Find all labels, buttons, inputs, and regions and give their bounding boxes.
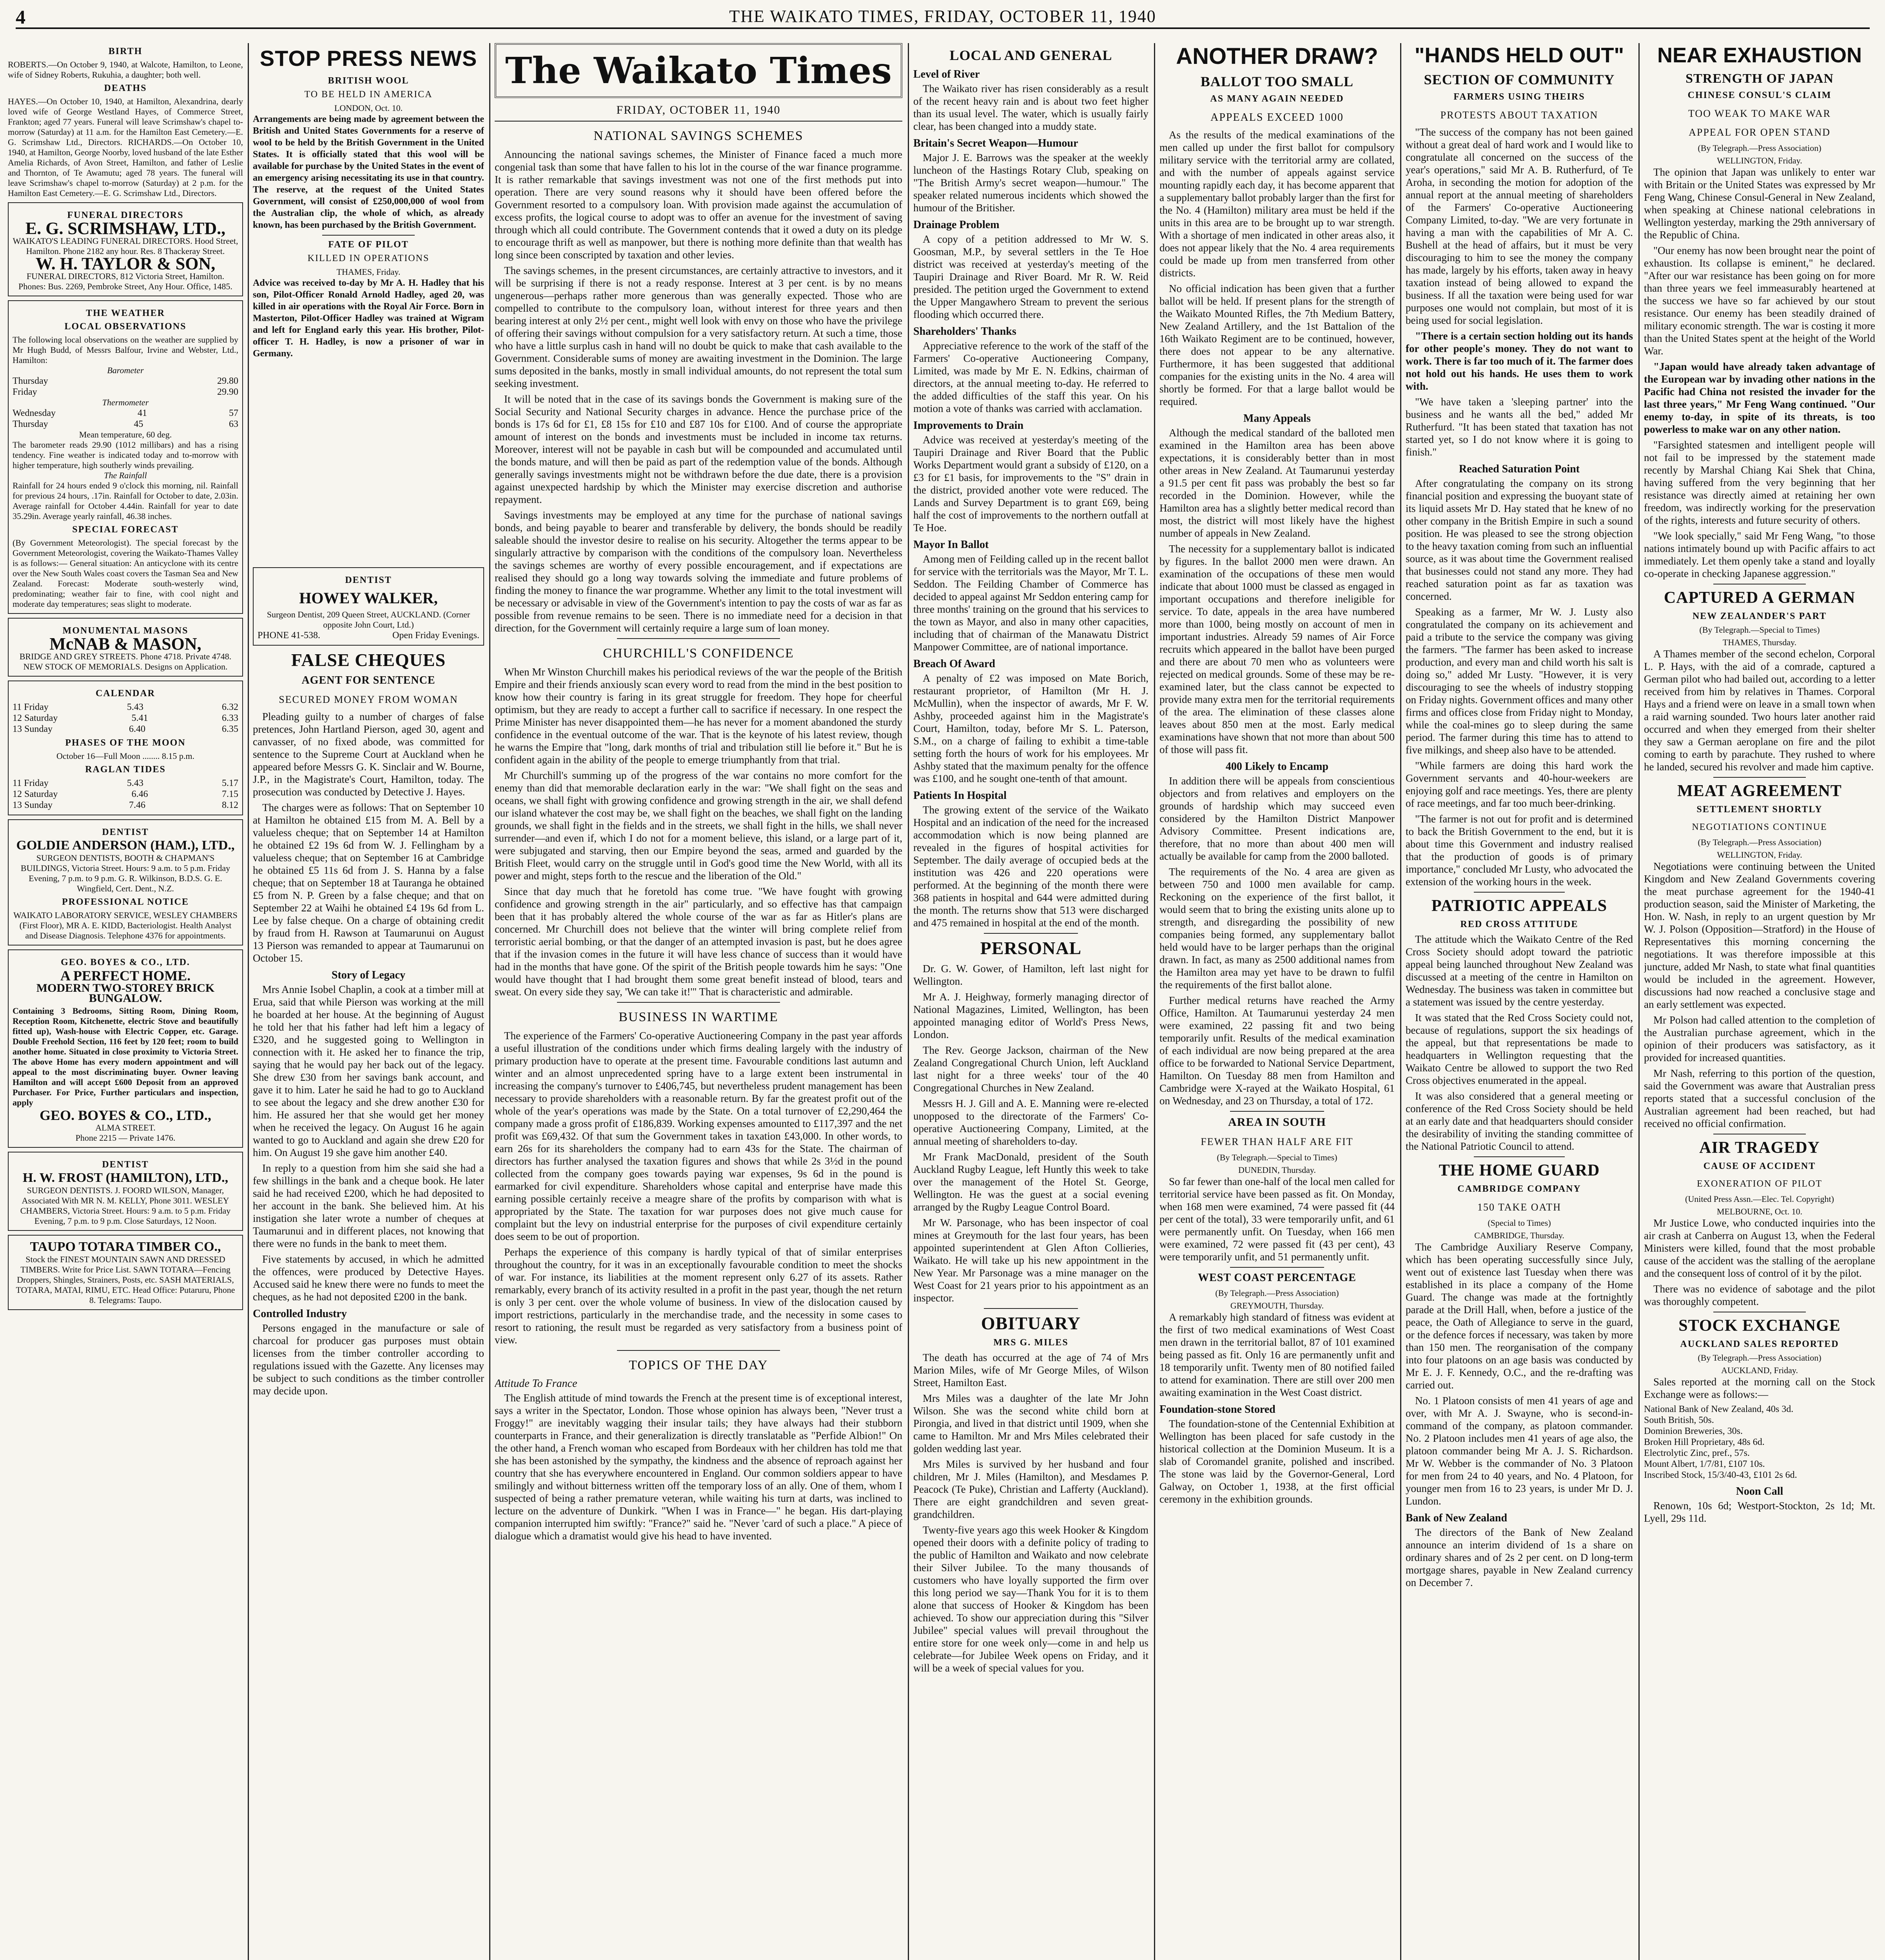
- boyes-ad-name: GEO. BOYES & CO., LTD.,: [40, 1107, 211, 1123]
- personal-heading: PERSONAL: [980, 938, 1082, 958]
- local-item-text: Among men of Feilding called up in the recent ballot for service with the territorials was the Mayor, Mr T. L. Seddon. The Feilding Chamber of Commerce has decided to appeal against Mr Seddon entering camp for three months' training on the ground that his services to the town as Mayor, and also in many other capacities, including that of chairman of the Manawatu District Manpower Committee, are of national importance.: [913, 553, 1148, 653]
- barometer-day: Thursday: [13, 376, 48, 386]
- stock-line: South British, 50s.: [1644, 1415, 1714, 1425]
- ballot-headline: ANOTHER DRAW?: [1176, 44, 1378, 69]
- exhaustion-paragraph: "Our enemy has now been brought near the point of exhaustion. Its collapse is eminent," he declared. "After our war resistance has been going on for more than three years we feel immeasurably heartened at the success we have so far achieved by our stout resistance. Our enemy has been steadily drained of military economic strength. The war is costing it more than the United States spent at the height of the World War.: [1644, 245, 1875, 357]
- sunset: 6.33: [222, 713, 238, 723]
- ballot-section-heading: Many Appeals: [1243, 412, 1311, 425]
- column-local: [913, 43, 1148, 1960]
- local-item-title: Level of River: [913, 68, 980, 80]
- goldie-ad-text: SURGEON DENTISTS, BOOTH & CHAPMAN'S BUILDINGS, Victoria Street. Hours: 9 a.m. to 5 p.m. Friday Evening, 7 p.m. to 9 p.m. G. R. Wilkinson, B.D.S. G. E. Wingfield, Cert. Dent., N.Z.: [20, 853, 230, 893]
- obituary-paragraph: Mrs Miles is survived by her husband and four children, Mr J. Miles (Hamilton), and Mesdames P. Peacock (Te Puke), Christian and Lafferty (Auckland). There are eight grandchildren and seven great-grandchildren.: [913, 1458, 1148, 1520]
- wool-heading: BRITISH WOOL: [328, 76, 409, 86]
- local-item-title: Britain's Secret Weapon—Humour: [913, 137, 1078, 149]
- guard-dateline: CAMBRIDGE, Thursday.: [1474, 1230, 1564, 1240]
- savings-heading: NATIONAL SAVINGS SCHEMES: [593, 129, 804, 143]
- taupo-ad-text: Stock the FINEST MOUNTAIN SAWN AND DRESSED TIMBERS. Write for Price List. SAWN TOTARA—Fencing Droppers, Shingles, Strainers, Posts, etc. SASH MATERIALS, TOTARA, MATAI, RIMU, ETC. Head Office: Putaruru, Phone 8. Telegrams: Taupo.: [16, 1254, 235, 1305]
- deaths-notice: HAYES.—On October 10, 1940, at Hamilton, Alexandrina, dearly loved wife of George Westland Hayes, of Commerce Street, Frankton; aged 77 years. Funeral will leave Scrimshaw's chapel to-morrow (Saturday) at 11 a.m. for the Hamilton East Cemetery.—E. G. Scrimshaw Ltd., Directors. RICHARDS.—On October 10, 1940, at Hamilton, George Noorby, loved husband of the late Esther Amelia Richards, of Avon Street, Hamilton, and father of Leslie and Thornton, of Te Awamutu; aged 78 years. The funeral will leave Scrimshaw's chapel to-morrow (Saturday) at 2 p.m. for the Hamilton East Cemetery.—E. G. Scrimshaw Ltd., Directors.: [8, 96, 243, 198]
- cheques-heading: FALSE CHEQUES: [291, 650, 446, 670]
- bank-heading: Bank of New Zealand: [1406, 1512, 1508, 1524]
- thermometer-min: 45: [134, 419, 143, 429]
- german-byline: (By Telegraph.—Special to Times): [1699, 625, 1820, 635]
- hands-headline: "HANDS HELD OUT": [1414, 44, 1624, 67]
- boyes-heading: GEO. BOYES & CO., LTD.: [61, 957, 190, 967]
- thermometer-day: Wednesday: [13, 408, 56, 418]
- tide-pm: 8.12: [222, 800, 238, 810]
- deaths-heading: DEATHS: [104, 83, 147, 93]
- thermometer-max: 57: [229, 408, 238, 418]
- south-byline: (By Telegraph.—Special to Times): [1217, 1152, 1337, 1162]
- ballot-subheading-2: AS MANY AGAIN NEEDED: [1210, 94, 1344, 104]
- weather-subheading: LOCAL OBSERVATIONS: [64, 321, 187, 332]
- barometer-day: Friday: [13, 387, 37, 397]
- savings-paragraph: Announcing the national savings schemes, the Minister of Finance faced a much more congenial task than some that have fallen to his lot in the course of the war finance programme. It is rather remarkable that savings investment was not one of the first methods put into operation. There are very sound reasons why it should have been offered before the Government resorted to a compulsory loan. With provision made against the accumulation of excess profits, the logical course to adopt was to offer an avenue for the investment of saving through which all could contribute. The Government contends that it owed a duty on its pledge to encourage thrift as well as manpower, but there is nothing more definite than that wealth has long since been conscripted by taxation and other levies.: [495, 149, 902, 261]
- births-notice: ROBERTS.—On October 9, 1940, at Walcote, Hamilton, to Leone, wife of Sidney Roberts, Rukuhia, a daughter; both well.: [8, 60, 243, 80]
- sunset: 6.32: [222, 702, 238, 712]
- air-byline: (United Press Assn.—Elec. Tel. Copyright): [1685, 1194, 1834, 1204]
- meat-paragraph: Mr Polson had called attention to the completion of the Australian purchase agreement, which in the opinion of their producers was satisfactory, as it provided for increased quantities.: [1644, 1014, 1875, 1063]
- boyes-ad-address: ALMA STREET.: [95, 1123, 156, 1132]
- air-dateline: MELBOURNE, Oct. 10.: [1716, 1207, 1803, 1216]
- legacy-paragraph: Mrs Annie Isobel Chaplin, a cook at a timber mill at Erua, said that while Pierson was working at the mill he boarded at her house. At the beginning of August he told her that his father had left him a legacy of £320, and he suggested going to Wellington in connection with it. He asked her to finance the trip, saying that he would pay her back out of the legacy. She drew £30 from her savings bank account, and gave it to him. Later he said he had to go to Auckland to see about the legacy and she drew another £30 for him. He assured her that she would get her money when he received the legacy. On August 16 he again wanted to go to Auckland and again she drew £20 for him. On August 19 she gave him another £40.: [253, 984, 484, 1158]
- home-ad-subtitle: MODERN TWO-STOREY BRICK BUNGALOW.: [36, 982, 215, 1005]
- ballot-paragraph: Further medical returns have reached the Army Office, Hamilton. At Taumarunui yesterday 24 men were examined, 22 passing fit and two being temporarily unfit. Results of the medical examination of each individual are now being prepared at the area office to be forwarded to National Service Department, Hamilton. On Tuesday 88 men from Hamilton and Cambridge were X-rayed at the Waikato Hospital, 61 on Wednesday, and 23 on Thursday, a total of 172.: [1159, 995, 1395, 1107]
- cheques-paragraph: Pleading guilty to a number of charges of false pretences, John Hartland Pierson, aged 30, agent and canvasser, of no fixed abode, was committed for sentence to the Supreme Court at Auckland when he appeared before Messrs G. K. Sinclair and W. Bourne, J.P., in the Magistrate's Court, Hamilton, today. The prosecution was conducted by Detective J. Hayes.: [253, 711, 484, 798]
- churchill-heading: CHURCHILL'S CONFIDENCE: [603, 646, 794, 661]
- hands-paragraph: "The farmer is not out for profit and is determined to back the British Government to the end, but it is about time this Government and industry realised that the production of goods is of primary importance," concluded Mr Lusty, who advocated the extension of the working hours in the week.: [1406, 813, 1633, 887]
- stock-byline: (By Telegraph.—Press Association): [1698, 1353, 1822, 1363]
- churchill-paragraph: Mr Churchill's summing up of the progress of the war contains no more comfort for the enemy than did that memorable declaration early in the war: "We shall fight on the seas and oceans, we shall fight with growing confidence and growing strength in the air, we shall defend our island whatever the cost may be, we shall fight on the beaches, we shall fight on the landing grounds, we shall fight in the fields and in the streets, we shall fight in the hills, we shall never surrender—and even if, which I do not for a moment believe, this island, or a large part of it, were subjugated and starving, then our Empire beyond the seas, armed and guarded by the British Fleet, would carry on the struggle until in God's good time the New World, with all its power and might, steps forth to the rescue and the liberation of the Old.": [495, 769, 902, 882]
- walker-ad-phone: PHONE 41-538.: [258, 630, 320, 641]
- local-item-title: Mayor In Ballot: [913, 539, 989, 551]
- bank-paragraph: The directors of the Bank of New Zealand announce an interim dividend of 1s a share on ordinary shares and of 2s 2 per cent. on D long-term mortgage shares, payable in New Zealand currency on December 7.: [1406, 1526, 1633, 1588]
- cheques-paragraph: The charges were as follows: That on September 10 at Hamilton he obtained £15 from M. A. Bell by a valueless cheque; that on September 14 at Hamilton he obtained £2 19s 6d from W. J. Fellingham by a valueless cheque; that on September 16 at Cambridge he obtained £5 11s 6d from J. S. Hanna by a false cheque; that on September 18 at Tauranga he obtained £5 from N. P. Green by a false cheque; and that on September 22 at Waihi he obtained £4 19s 6d from L. Lee by false cheque. On a charge of obtaining credit by fraud from H. Rawson at Taumarunui on August 13 Pierson was remanded to appear at Taumarunui on October 15.: [253, 802, 484, 964]
- hands-subheading: SECTION OF COMMUNITY: [1424, 72, 1615, 87]
- south-heading: AREA IN SOUTH: [1228, 1116, 1326, 1129]
- cheques-subheading-2: SECURED MONEY FROM WOMAN: [279, 694, 458, 705]
- guard-byline: (Special to Times): [1488, 1218, 1551, 1228]
- legacy-paragraph: In reply to a question from him she said she had a few shillings in the bank and a cheque book. He later said he had received £200, which he had deposited to her account in the bank. She believed him. At his instigation she later wrote a number of cheques at Taumarunui and in different places, not knowing that there were no funds in the bank to meet them.: [253, 1162, 484, 1249]
- dentist-heading: DENTIST: [345, 575, 392, 585]
- guard-paragraph: No. 1 Platoon consists of men 41 years of age and over, with Mr A. J. Swayne, who is second-in-command of the company, as platoon commander. No. 2 Platoon includes men 41 years of age also, the platoon commander being Mr A. J. S. Richardson. Mr W. Webber is the commander of No. 3 Platoon for men from 24 to 40 years, and No. 4 Platoon, for younger men from 16 to 23 years, is under Mr D. J. Lundon.: [1406, 1395, 1633, 1507]
- patriotic-paragraph: It was stated that the Red Cross Society could not, because of regulations, support the six headings of the appeal, but that representations be made to headquarters in Wellington requesting that the Waikato Centre be allowed to support the two Red Cross objectives enumerated in the appeal.: [1406, 1012, 1633, 1086]
- guard-paragraph: The Cambridge Auxiliary Reserve Company, which has been operating successfully since July, went out of existence last Tuesday when there was established in its place a company of the Home Guard. The change was made at the fortnightly parade at the Drill Hall, when, before a justice of the peace, the Oath of Allegiance to serve in the guard, or the defence forces if necessary, was taken by more than 150 men. The reorganisation of the company into four platoons on an age basis was conducted by Mr E. J. F. Kennedy, O.C., and the re-drafting was carried out.: [1406, 1241, 1633, 1391]
- moon-heading: PHASES OF THE MOON: [65, 738, 186, 748]
- personal-item: Mr A. J. Heighway, formerly managing director of National Magazines, Limited, Wellington, has been appointed managing editor of World's Press News, London.: [913, 991, 1148, 1040]
- monumental-heading: MONUMENTAL MASONS: [62, 626, 189, 636]
- walker-ad-text: Surgeon Dentist, 209 Queen Street, AUCKLAND. (Corner opposite John Court, Ltd.): [267, 610, 470, 630]
- tide-day: 11 Friday: [13, 778, 49, 788]
- exhaustion-subheading-4: APPEAL FOR OPEN STAND: [1689, 127, 1831, 138]
- jubilee-paragraph: Twenty-five years ago this week Hooker & Kingdom opened their doors with a definite policy of trading to the public of Hamilton and Waikato and now celebrate their Silver Jubilee. To the many thousands of customers who have loyally supported the firm over this long period we say—Thank You for it is to them alone that success of Hooker & Kingdom has been achieved. To show our appreciation during this "Silver Jubilee" special values will prevail throughout the entire store for one week only—come in and help us celebrate—for Jubilee Week opens on Friday, and it will be a week of special values for you.: [913, 1524, 1148, 1674]
- coast-paragraph: A remarkably high standard of fitness was evident at the first of two medical examinations of West Coast men drawn in the territorial ballot, 87 of 101 examined being passed as fit. Only 16 are permanently unfit and 18 temporarily unfit. Twenty men of 80 notified failed to attend for examination. There are still over 200 men awaiting examination in the West Coast district.: [1159, 1311, 1395, 1398]
- ballot-section-heading: 400 Likely to Encamp: [1225, 760, 1329, 773]
- air-subheading: CAUSE OF ACCIDENT: [1703, 1161, 1816, 1171]
- column-stop-press: [253, 43, 484, 1960]
- local-item-text: The Waikato river has risen considerably as a result of the recent heavy rain and is about two feet higher than its usual level. The water, which is usually fairly clear, has been changed into a muddy state.: [913, 83, 1148, 132]
- hands-subheading-2: FARMERS USING THEIRS: [1453, 92, 1585, 102]
- stock-line: Inscribed Stock, 15/3/40-43, £101 2s 6d.: [1644, 1470, 1797, 1480]
- forecast-text: (By Government Meteorologist). The special forecast by the Government Meteorologist, covering the Waikato-Thames Valley is as follows:— General situation: An anticyclone with its centre over the New South Wales coast covers the Tasman Sea and New Zealand. Forecast: Moderate south-westerly wind, predominating; weather fair to fine, with cool night and moderate day temperatures; seas slight to moderate.: [13, 538, 238, 609]
- tide-pm: 7.15: [222, 789, 238, 799]
- local-item-title: Breach Of Award: [913, 658, 995, 670]
- column-rule: [1154, 43, 1155, 1960]
- german-heading: CAPTURED A GERMAN: [1664, 589, 1856, 607]
- local-item-title: Shareholders' Thanks: [913, 325, 1016, 338]
- walker-ad-name: HOWEY WALKER,: [299, 589, 438, 607]
- calendar-heading: CALENDAR: [95, 688, 155, 699]
- meat-dateline: WELLINGTON, Friday.: [1717, 850, 1802, 860]
- savings-paragraph: The savings schemes, in the present circumstances, are certainly attractive to investors, and it will be surprising if there is not a ready response. Interest at 3 per cent. is by no means ungenerous—perhaps rather more generous than was generally expected. Those who are compelled to contribute to the compulsory loan, without interest for three years and then bearing interest at only 2½ per cent., might well look with envy on those who have the privilege of offering their savings without compulsion for a very satisfactory return. At such a time, those who have a little surplus cash in hand will no doubt be quick to make that cash available to the Government. Considerable sums of money are awaiting investment in the Dominion. The large sums deposited in the banks, mostly in small individual amounts, do not represent the total sum seeking investment.: [495, 265, 902, 389]
- stock-line: Electrolytic Zinc, pref., 57s.: [1644, 1448, 1750, 1458]
- hands-paragraph: "There is a certain section holding out its hands for other people's money. They do not want to work. There is far too much of it. The farmer does not hold out his hands. He uses them to work with.: [1406, 330, 1633, 392]
- exhaustion-subheading-3: TOO WEAK TO MAKE WAR: [1688, 108, 1831, 119]
- legacy-paragraph: Five statements by accused, in which he admitted the offences, were produced by Detective Hayes. Accused said he knew there were no funds to meet the cheques, as he had not deposited £200 in the bank.: [253, 1253, 484, 1303]
- column-rule: [248, 43, 249, 1960]
- exhaustion-subheading: STRENGTH OF JAPAN: [1685, 71, 1834, 86]
- stock-line: Mount Albert, 1/7/81, £107 10s.: [1644, 1459, 1765, 1469]
- frost-ad-text: SURGEON DENTISTS. J. FOORD WILSON, Manager, Associated With MR N. M. KELLY, Phone 3011. WESLEY CHAMBERS, Victoria Street. Hours: 9 a.m. to 5 p.m. Friday Evening, 7 p.m. to 9 p.m. Close Saturdays, 12 Noon.: [20, 1185, 231, 1226]
- exhaustion-headline: NEAR EXHAUSTION: [1657, 44, 1862, 67]
- ballot-subheading-3: APPEALS EXCEED 1000: [1210, 111, 1344, 123]
- guard-heading: THE HOME GUARD: [1439, 1161, 1600, 1180]
- thermometer-max: 63: [229, 419, 238, 429]
- column-rule: [908, 43, 909, 1960]
- home-ad-title: A PERFECT HOME.: [60, 968, 191, 984]
- funeral-directors-heading: FUNERAL DIRECTORS: [67, 210, 184, 220]
- hands-paragraph: "We have taken a 'sleeping partner' into the business and he wants all the bed," added Mr Rutherfurd. "It has been stated that taxation has not started yet, so I do not know where it is going to finish.": [1406, 396, 1633, 458]
- weather-text: The barometer reads 29.90 (1012 millibars) and has a rising tendency. Fine weather is indicated today and to-morrow with higher temperature, high southerly winds prevailing.: [13, 440, 238, 470]
- noon-heading: Noon Call: [1736, 1485, 1783, 1497]
- dentist-heading: DENTIST: [102, 827, 149, 837]
- births-heading: BIRTH: [108, 46, 143, 56]
- lab-ad-text: WAIKATO LABORATORY SERVICE, WESLEY CHAMBERS (First Floor), MR A. E. KIDD, Bacteriologist. Health Analyst and Disease Diagnosis. Telephone 4376 for appointments.: [13, 910, 238, 940]
- newspaper-flag: The Waikato Times: [495, 43, 902, 98]
- savings-paragraph: It will be noted that in the case of its savings bonds the Government is making sure of the Social Security and National Security charges in advance. Hence the purchase price of the bonds is 17s 6d for £1, £8 15s for £10 and £87 10s for £100. And of course the appropriate amount of interest on the bonds and investments must be included in income tax returns. Moreover, interest will not be payable in cash but will be compounded and accumulated until the bonds mature, and will then be paid as part of the redemption value of the bonds. Although generally savings investments might not be withdrawn before the due date, there is a provision against unexpected hardship by which the Minister may exercise discretion and authorise repayment.: [495, 393, 902, 505]
- air-paragraph: There was no evidence of sabotage and the pilot was thoroughly competent.: [1644, 1283, 1875, 1307]
- local-item-text: Advice was received at yesterday's meeting of the Taupiri Drainage and River Board that the Public Works Department would grant a subsidy of £120, on a £3 for £1 basis, for improvements to the "S" drain in the district, provided another vote were reduced. The Lands and Survey Department is to grant £69, being half the cost of improvements to the northern outfall at Te Hoe.: [913, 434, 1148, 534]
- local-heading: LOCAL AND GENERAL: [949, 47, 1112, 63]
- mcnab-ad-name: McNAB & MASON,: [49, 634, 201, 653]
- ballot-paragraph: In addition there will be appeals from conscientious objectors and from relatives and employers on the grounds of hardship which may succeed even considered by the Hamilton District Manpower Advisory Committee. Present indications are, therefore, that no more than about 400 men will actually be available for camp from the 2000 balloted.: [1159, 775, 1395, 862]
- stone-heading: Foundation-stone Stored: [1159, 1403, 1275, 1416]
- meat-subheading-2: NEGOTIATIONS CONTINUE: [1692, 822, 1827, 832]
- home-ad-text: Containing 3 Bedrooms, Sitting Room, Dining Room, Reception Room, Kitchenette, electric Stove and beautifully fitted up), Wash-house with Electric Copper, etc. Garage. Double Freehold Section, 116 feet by 120 feet; room to build another home. Situated in close proximity to Victoria Street. The above Home has every modern appointment and will appeal to the most discriminating buyer. Owner leaving Hamilton and will accept £600 Deposit from an approved Purchaser. For Price, Further particulars and inspection, apply: [13, 1006, 238, 1107]
- exhaustion-subheading-2: CHINESE CONSUL'S CLAIM: [1687, 90, 1832, 100]
- topics-paragraph: The English attitude of mind towards the French at the present time is of exceptional interest, says a writer in the Spectator, London. Those whose opinion has always been, "Never trust a Froggy!" are inevitably wagging their insular tails; they have always had their stubborn counterparts in France, and their generalization is directly translatable as "Perfide Albion!" On the other hand, a French woman who escaped from Bordeaux with her children has told me that she has been astonished by the sympathy, the kindness and the absence of reproach against her country that she has everywhere encountered in England. Our common soldiers appear to have smilingly and without bitterness written off the temporary loss of an ally. One of them, whom I suspected of being a rather premature veteran, while waiting his turn at darts, was inclined to lecture on the adventure of Dunkirk. "When I was in France—" he began. His dart-playing companion interrupted him swiftly: "France?" said he. "Never 'card of such a place." A piece of dialogue which a dramatist would give his head to have invented.: [495, 1392, 902, 1542]
- thermometer-label: Thermometer: [102, 397, 149, 407]
- stock-intro: Sales reported at the morning call on the Stock Exchange were as follows:—: [1644, 1376, 1875, 1400]
- meat-paragraph: Mr Nash, referring to this portion of the question, said the Government was aware that Australian press reports stated that a successful conclusion of the Australian agreement had been reached, but had received no official confirmation.: [1644, 1067, 1875, 1129]
- forecast-heading: SPECIAL FORECAST: [72, 524, 179, 535]
- stone-paragraph: The foundation-stone of the Centennial Exhibition at Wellington has been placed for safe custody in the historical collection at the Dominion Museum. It is a slab of Coromandel granite, polished and inscribed. The stone was laid by the Governor-General, Lord Galway, on October 1, 1938, at the first official ceremony in the exhibition grounds.: [1159, 1418, 1395, 1505]
- tide-am: 7.46: [129, 800, 145, 810]
- exhaustion-paragraph: "Farsighted statesmen and intelligent people will not fail to be impressed by the statement made recently by Marshal Chiang Kai Shek that China, having suffered from the very beginning that her resistance was directly aimed at retaining her own freedom, was indirectly working for the preservation of the rights, interests and future security of others.: [1644, 439, 1875, 526]
- patriotic-paragraph: It was also considered that a general meeting or conference of the Red Cross Society should be held at an early date and that headquarters should consider the desirability of inviting the standing committee of the National Patriotic Council to attend.: [1406, 1090, 1633, 1152]
- local-item-title: Improvements to Drain: [913, 419, 1024, 432]
- barometer-value: 29.80: [217, 376, 238, 386]
- hands-paragraph: "While farmers are doing this hard work the Government servants and 40-hour-weekers are enjoying golf and race meetings. Yes, there are plenty of race meetings, and far too much beer-drinking.: [1406, 760, 1633, 809]
- rainfall-label: The Rainfall: [104, 470, 147, 480]
- air-subheading-2: EXONERATION OF PILOT: [1697, 1179, 1822, 1189]
- south-paragraph: So far fewer than one-half of the local men called for territorial service have been passed as fit. On Monday, when 168 men were examined, 74 were passed fit (44 per cent of the total), 33 were temporarily unfit, and 61 were permanently unfit. On Tuesday, when 166 men were examined, 72 were passed fit (43 per cent), 43 were temporarily unfit, and 51 permanently unfit.: [1159, 1176, 1395, 1263]
- personal-item: Mr Frank MacDonald, president of the South Auckland Rugby League, left Huntly this week to take over the management of the Hotel St. George, Wellington. He was the guest at a social evening arranged by the Rugby League Control Board.: [913, 1151, 1148, 1213]
- boyes-ad-phone: Phone 2215 — Private 1476.: [75, 1133, 176, 1143]
- thermometer-min: 41: [138, 408, 147, 418]
- patriotic-paragraph: The attitude which the Waikato Centre of the Red Cross Society should adopt toward the patriotic appeal being launched throughout New Zealand was discussed at a meeting of the centre in Hamilton on Wednesday. The business was taken in committee but a statement was issued by the centre yesterday.: [1406, 933, 1633, 1008]
- pilot-dateline: THAMES, Friday.: [336, 267, 401, 277]
- guard-subheading: CAMBRIDGE COMPANY: [1457, 1184, 1581, 1194]
- pilot-subheading: KILLED IN OPERATIONS: [307, 253, 430, 263]
- obituary-subheading: MRS G. MILES: [993, 1338, 1069, 1348]
- obituary-paragraph: Mrs Miles was a daughter of the late Mr John Wilson. She was the second white child born at Pirongia, and lived in that district until 1909, when she came to Hamilton. Mr and Mrs Miles celebrated their golden wedding last year.: [913, 1392, 1148, 1454]
- pilot-heading: FATE OF PILOT: [328, 240, 409, 250]
- wool-dateline: LONDON, Oct. 10.: [334, 103, 403, 113]
- south-dateline: DUNEDIN, Thursday.: [1238, 1165, 1316, 1175]
- hands-paragraph: Speaking as a farmer, Mr W. J. Lusty also congratulated the company on its achievement and paid a tribute to the service the company was giving the farmers. "The farmer has been asked to increase production, and every man and child worth his salt is doing so," added Mr Lusty. "However, it is very discouraging to see the wheels of industry stopping on Friday nights. Government offices and many other firms and offices close from Friday night to Monday, while the coal-mines go to sleep during the same period. The farmer during this time has to attend to five milkings, and sheep also have to be attended.: [1406, 606, 1633, 756]
- stock-dateline: AUCKLAND, Friday.: [1721, 1365, 1798, 1375]
- ballot-subheading: BALLOT TOO SMALL: [1200, 74, 1354, 89]
- patriotic-heading: PATRIOTIC APPEALS: [1431, 897, 1607, 915]
- local-item-text: A copy of a petition addressed to Mr W. S. Goosman, M.P., by several settlers in the Te Hoe district was received at yesterday's meeting of the Taupiri Drainage and River Board. Mr R. W. Reid presided. The petition urged the Government to extend the Upper Mangawhero Stream to prevent the serious flooding which occurred there.: [913, 233, 1148, 320]
- stock-line: Broken Hill Proprietary, 48s 6d.: [1644, 1437, 1765, 1447]
- tide-day: 13 Sunday: [13, 800, 53, 810]
- page-header: [16, 4, 1870, 29]
- ballot-paragraph: The necessity for a supplementary ballot is indicated by figures. In the ballot 2000 men were drawn. An examination of the occupations of these men would indicate that about 1000 must be classed as engaged in important occupations and therefore ineligible for service. To date, appeals in the area have numbered more than 1000, being mostly on account of men in important industries. Already 59 names of Air Force recruits which appeared in the ballot have been purged and there are about 70 men who as volunteers were rejected on medical grounds. Some of these may be re-examined later, but the class cannot be expected to provide many extra men for the territorial requirements of the area. The elimination of these classes alone leaves about 850 men at the most. Early medical examinations have shown that not more than about 500 of those will pass fit.: [1159, 543, 1395, 755]
- wool-story: Arrangements are being made by agreement between the British and United States Governments for a reserve of wool to be held by the British Government in the United States. It is officially stated that this wool will be available for purchase by the United States in the event of an emergency arising necessitating its use in that country. The reserve, at the request of the United States Government, will consist of £250,000,000 of wool from the Australian clip, the whole of which, as already known, has been purchased by the British Government.: [253, 114, 484, 230]
- column-rule: [1638, 43, 1640, 1960]
- local-items: [913, 68, 1148, 929]
- industry-heading: Controlled Industry: [253, 1308, 347, 1320]
- tide-day: 12 Saturday: [13, 789, 58, 799]
- churchill-paragraph: When Mr Winston Churchill makes his periodical reviews of the war the people of the British Empire and their friends anxiously scan every word to read from the mind in the best position to know how their country is faring in its great struggle for freedom. They hope for cheerful optimism, but they are ready to accept a further call to sacrifice if necessary. In one respect the Prime Minister has never disappointed them—he has never for a moment abandoned the sturdy confidence in the eventual outcome of the war. That is the keynote of his latest review, though he warns the Empire that "long, dark months of trial and tribulation still lie before it." But he is confident again in the ability of the people to emerge triumphantly from that trial.: [495, 666, 902, 766]
- personal-item: Mr W. Parsonage, who has been inspector of coal mines at Greymouth for the last four years, has been appointed superintendent at Glen Afton Collieries, Waikato. He will take up his new appointment in the New Year. Mr Parsonage was a mine manager on the West Coast for 21 years prior to his appointment as an inspector.: [913, 1217, 1148, 1304]
- local-item-text: Appreciative reference to the work of the staff of the Farmers' Co-operative Auctioneering Company, Limited, was made by Mr E. N. Edkins, chairman of directors, at the annual meeting to-day. He referred to the added difficulties of the staff this year. On his motion a vote of thanks was carried with acclamation.: [913, 340, 1148, 414]
- coast-heading: WEST COAST PERCENTAGE: [1198, 1272, 1356, 1284]
- local-item-text: A penalty of £2 was imposed on Mate Borich, restaurant proprietor, of Hamilton (Mr H. J. McMullin), when the inspector of awards, Mr F. W. Ashby, proceeded against him in the Magistrate's Court, Hamilton, today, before Mr S. L. Paterson, S.M., on a charge of failing to exhibit a time-table setting forth the hours of work for his employees. Mr Ashby stated that the maximum penalty for the offence was £100, and he sought one-tenth of that amount.: [913, 672, 1148, 784]
- legacy-heading: Story of Legacy: [331, 969, 406, 981]
- ballot-paragraph: No official indication has been given that a further ballot will be held. If present plans for the strength of the Waikato Mounted Rifles, the 7th Medium Battery, New Zealand Artillery, and the 1st Battalion of the 16th Waikato Regiment are to be continued, however, there does not appear to be any alternative. Furthermore, it has been suggested that additional companies for the existing units in the No. 4 area will shortly be formed. For that a large ballot would be required.: [1159, 283, 1395, 407]
- sunset: 6.35: [222, 724, 238, 734]
- pilot-story: Advice was received to-day by Mr A. H. Hadley that his son, Pilot-Officer Ronald Arnold Hadley, aged 20, was killed in air operations with the Royal Air Force. Born in Masterton, Pilot-Officer Hadley was trained at Wigram and left for England early this year. His brother, Pilot-officer T. H. Hadley, is now a prisoner of war in Germany.: [253, 278, 484, 359]
- personal-item: Messrs H. J. Gill and A. E. Manning were re-elected unopposed to the directorate of the Farmers' Co-operative Auctioneering Company, Limited, at the annual meeting of shareholders to-day.: [913, 1098, 1148, 1147]
- stop-press-heading: STOP PRESS NEWS: [259, 46, 477, 71]
- barometer-label: Barometer: [107, 365, 144, 375]
- column-rule: [489, 43, 490, 1960]
- ballot-paragraph: As the results of the medical examinations of the men called up under the first ballot for compulsory military service with the territorial army are collated, and with the number of appeals against service mounting rapidly each day, it has become apparent that a supplementary ballot probably larger than the first for the No. 4 (Hamilton) military area must be held if the units in this area are to be brought up to war strength. With a shortage of men indicated in other areas also, it does not appear likely that the No. 4 area requirements could be made up from men transferred from other districts.: [1159, 129, 1395, 279]
- rainfall-text: Rainfall for 24 hours ended 9 o'clock this morning, nil. Rainfall for previous 24 hours, .17in. Rainfall for October to date, 2.03in. Average rainfall for October 4.44in. Rainfall for year to date 35.29in. Average yearly rainfall, 46.38 inches.: [13, 481, 238, 521]
- scrimshaw-ad-text: WAIKATO'S LEADING FUNERAL DIRECTORS. Hood Street, Hamilton. Phone 2182 any hour. Res. 8 Thackeray Street.: [13, 236, 238, 256]
- calendar-day: 11 Friday: [13, 702, 49, 712]
- business-paragraph: Perhaps the experience of this company is hardly typical of that of similar enterprises throughout the country, for it was in an exceptionally favourable condition to meet the shocks of war. For instance, its liabilities at the moment represent only 6.27 of its assets. Rather remarkably, every branch of its activity resulted in a profit in the past year, though the net return is only 3 per cent. over the whole volume of business. In view of the dislocation caused by import restrictions, particularly in the merchandise trade, and the necessity in some cases to resort to rationing, the result must be regarded as very satisfactory from a business point of view.: [495, 1246, 902, 1346]
- exhaustion-paragraph: "We look specially," said Mr Feng Wang, "to those nations intimately bound up with Pacific affairs to act immediately. Let them openly take a stand and loyally co-operate in checking Japanese aggression.": [1644, 530, 1875, 579]
- column-rule: [1400, 43, 1401, 1960]
- noon-text: Renown, 10s 6d; Westport-Stockton, 2s 1d; Mt. Lyell, 29s 11d.: [1644, 1500, 1875, 1524]
- taupo-ad-name: TAUPO TOTARA TIMBER CO.,: [30, 1240, 221, 1254]
- hands-section-heading: Reached Saturation Point: [1459, 463, 1580, 475]
- column-editorial: [495, 43, 902, 1960]
- tide-am: 6.46: [131, 789, 148, 799]
- editorial-dateline: FRIDAY, OCTOBER 11, 1940: [495, 103, 902, 122]
- topics-subheading: Attitude To France: [495, 1377, 577, 1390]
- german-subheading: NEW ZEALANDER'S PART: [1692, 611, 1827, 621]
- local-item-text: Major J. E. Barrows was the speaker at the weekly luncheon of the Hastings Rotary Club, speaking on "The British Army's secret weapon—humour." The speaker related numerous incidents which showed the humour of the Britisher.: [913, 152, 1148, 214]
- stock-line: National Bank of New Zealand, 40s 3d.: [1644, 1404, 1794, 1414]
- industry-paragraph: Persons engaged in the manufacture or sale of charcoal for producer gas purposes must obtain licenses from the timber controller according to regulations issued with the Gazette. Any licenses may be subject to such conditions as the timber controller may decide upon.: [253, 1322, 484, 1397]
- sunrise: 6.40: [129, 724, 145, 734]
- obituary-heading: OBITUARY: [981, 1313, 1081, 1333]
- page-number: 4: [16, 6, 25, 28]
- south-subheading: FEWER THAN HALF ARE FIT: [1201, 1136, 1353, 1147]
- patriotic-subheading: RED CROSS ATTITUDE: [1460, 919, 1578, 929]
- exhaustion-byline: (By Telegraph.—Press Association): [1698, 143, 1822, 153]
- tides-heading: RAGLAN TIDES: [85, 764, 166, 775]
- obituary-paragraph: The death has occurred at the age of 74 of Mrs Marion Miles, wife of Mr George Miles, of Wilson Street, Hamilton East.: [913, 1352, 1148, 1388]
- stock-heading: STOCK EXCHANGE: [1678, 1317, 1841, 1335]
- walker-ad-hours: Open Friday Evenings.: [392, 630, 479, 641]
- meat-heading: MEAT AGREEMENT: [1677, 782, 1842, 800]
- calendar-day: 12 Saturday: [13, 713, 58, 723]
- business-heading: BUSINESS IN WARTIME: [619, 1010, 778, 1024]
- german-dateline: THAMES, Thursday.: [1722, 637, 1797, 647]
- local-item-text: The growing extent of the service of the Waikato Hospital and an indication of the need for the increased accommodation which is now being planned are revealed in the figures of hospital activities for September. The daily average of occupied beds at the institution was 426 and 220 operations were performed. At the beginning of the month there were 368 patients in hospital and 644 were admitted during the month. The returns show that 513 were discharged and 475 remained in hospital at the end of the month.: [913, 804, 1148, 929]
- taylor-ad-name: W. H. TAYLOR & SON,: [35, 254, 216, 273]
- local-item-title: Patients In Hospital: [913, 789, 1007, 802]
- goldie-ad-name: GOLDIE ANDERSON (HAM.), LTD.,: [16, 838, 235, 853]
- cheques-subheading: AGENT FOR SENTENCE: [301, 674, 435, 686]
- weather-heading: THE WEATHER: [86, 308, 165, 318]
- exhaustion-paragraph: "Japan would have already taken advantage of the European war by invading other nations in the Pacific had China not resisted the invader for the last three years," Mr Feng Wang continued. "Our enemy to-day, in spite of its threats, is too powerless to make war on any other nation.: [1644, 361, 1875, 435]
- wool-subheading: TO BE HELD IN AMERICA: [304, 89, 433, 100]
- ballot-paragraph: Although the medical standard of the balloted men examined in the Hamilton area has been above expectations, it is considerably better than in most other areas in New Zealand. At Taumarunui yesterday a 91.5 per cent fit pass was probably the best so far recorded in the Dominion. However, while the Hamilton area has a slightly better medical record than most, the district will most likely have the highest number of appeals in New Zealand.: [1159, 427, 1395, 539]
- exhaustion-paragraph: The opinion that Japan was unlikely to enter war with Britain or the United States was expressed by Mr Feng Wang, Chinese Consul-General in New Zealand, when speaking at Chinese national celebrations in Wellington yesterday, marking the 29th anniversary of the Republic of China.: [1644, 166, 1875, 241]
- hands-subheading-3: PROTESTS ABOUT TAXATION: [1440, 109, 1598, 121]
- personal-item: The Rev. George Jackson, chairman of the New Zealand Congregational Church Union, left Auckland last night for a three weeks' tour of the 40 Congregational Churches in New Zealand.: [913, 1044, 1148, 1094]
- scrimshaw-ad-name: E. G. SCRIMSHAW, LTD.,: [25, 219, 226, 238]
- tide-pm: 5.17: [222, 778, 238, 788]
- column-hands-held-out: [1406, 43, 1633, 1960]
- thermometer-day: Thursday: [13, 419, 48, 429]
- local-item-title: Drainage Problem: [913, 219, 1000, 231]
- mean-temperature: Mean temperature, 60 deg.: [79, 430, 172, 439]
- sunrise: 5.43: [127, 702, 143, 712]
- meat-byline: (By Telegraph.—Press Association): [1698, 837, 1822, 847]
- barometer-value: 29.90: [217, 387, 238, 397]
- meat-paragraph: Negotiations were continuing between the United Kingdom and New Zealand Governments covering the meat purchase agreement for the 1940-41 production season, said the Minister of Marketing, the Hon. W. Nash, in reply to an urgent question by Mr W. J. Polson (Opposition—Stratford) in the House of Representatives this morning concerning the negotiations. It was therefore impossible at this juncture, added Mr Nash, to state what final quantities would be included in the agreement. However, discussions had now reached a conclusive stage and an early settlement was expected.: [1644, 860, 1875, 1010]
- topics-heading: TOPICS OF THE DAY: [629, 1358, 768, 1372]
- column-near-exhaustion: [1644, 43, 1875, 1960]
- coast-byline: (By Telegraph.—Press Association): [1215, 1288, 1339, 1298]
- taylor-ad-text: FUNERAL DIRECTORS, 812 Victoria Street, Hamilton. Phones: Bus. 2269, Pembroke Street, Any Hour. Office, 1485.: [18, 271, 232, 291]
- german-paragraph: A Thames member of the second echelon, Corporal L. P. Hays, with the aid of a comrade, captured a German pilot who had bailed out, according to a letter received from him by relatives in Thames. Corporal Hays and a friend were on leave in a small town when a raid warning sounded. Two hours later another raid occurred and when they emerged from their shelter they saw a German aeroplane on fire and the pilot coming to earth by parachute. They rushed to where he landed, secured his revolver and made him captive.: [1644, 648, 1875, 773]
- calendar-day: 13 Sunday: [13, 724, 53, 734]
- moon-text: October 16—Full Moon ........ 8.15 p.m.: [56, 751, 194, 761]
- savings-paragraph: Savings investments may be employed at any time for the purchase of national savings bonds, and being payable to bearer and transferable by delivery, the bonds should be readily saleable should the investor desire to realise on his security. Altogether the terms appear to be singularly attractive by comparison with the conditions of the compulsory loan. Nevertheless the savings schemes are worthy of every possible encouragement, and if expectations are realised they should go a long way towards solving the immediate and future problems of finding the money to finance the war programme. Whether any limit to the total investment will be necessary or advisable in view of the Government's intention to pay the costs of war as far as possible from revenue remains to be seen. There is no immediate need for a decision in that direction, for the Government will certainly require a large sum of loan money.: [495, 509, 902, 634]
- business-paragraph: The experience of the Farmers' Co-operative Auctioneering Company in the past year affords a useful illustration of the conditions under which firms dealing largely with the industry of primary production have to operate at the present time. Favourable conditions last autumn and winter and an almost unprecedented spring have to a large extent been instrumental in increasing the company's turnover to £406,745, but nevertheless prudent management has been necessary to provide shareholders with a reasonable return. By far the greatest profit out of the whole of the year's operations was made by the State. On a total turnover of £2,290,464 the company made a gross profit of £186,839. Working expenses amounted to £117,397 and the net profit was £69,432. Of that sum the Government takes in taxation £43,000. In other words, to earn 26s for its shareholders the company had to earn 43s for the State. The chairman of directors has further analysed the taxation figures and shows that while 2s 3½d in the pound collected from the company goes towards paying war expenses, 9s 6d in the pound is earmarked for civil expenditure. Shareholders whose capital and enterprise have made this earning possible certainly receive a meagre share of the profits by comparison with what is appropriated by the State. The taxation for war purposes does not give much cause for complaint but the levy on industrial enterprise for the purposes of civil expenditure certainly does seem to be out of proportion.: [495, 1030, 902, 1242]
- stock-line: Dominion Breweries, 30s.: [1644, 1426, 1743, 1436]
- guard-subheading-2: 150 TAKE OATH: [1477, 1201, 1562, 1213]
- mcnab-ad-text: BRIDGE AND GREY STREETS. Phone 4718. Private 4748. NEW STOCK OF MEMORIALS. Designs on Application.: [19, 652, 232, 671]
- stock-subheading: AUCKLAND SALES REPORTED: [1680, 1339, 1839, 1349]
- ballot-paragraph: The requirements of the No. 4 area are given as between 750 and 1000 men available for camp. Reckoning on the experience of the first ballot, it would seem that to bring the existing units alone up to strength, and disregarding the possibility of new companies being formed, any supplementary ballot held would have to be larger perhaps than the original drawn. In fact, as many as 2500 additional names from the Hamilton area may yet have to be drawn to fulfil the requirements of the first ballot alone.: [1159, 866, 1395, 991]
- frost-ad-name: H. W. FROST (HAMILTON), LTD.,: [22, 1171, 229, 1185]
- hands-paragraph: "The success of the company has not been gained without a great deal of hard work and I would like to congratulate all concerned on the success of the year's operations," said Mr A. B. Rutherfurd, of Te Aroha, in seconding the motion for adoption of the annual report at the annual meeting of shareholders of the Farmers' Co-operative Auctioneering Company Limited, to-day. "We are very fortunate in having a man with the capabilities of Mr A. C. Bushell at the head of affairs, but it must be very discouraging to him to see the money the company has made, largely by his efforts, taken away in heavy taxation instead of being allowed to expand the business. If all the taxation were being used for war purposes one would not complain, but most of it is being used for social legislation.: [1406, 126, 1633, 326]
- column-classifieds: [8, 43, 243, 1960]
- air-paragraph: Mr Justice Lowe, who conducted inquiries into the air crash at Canberra on August 13, when the Federal Ministers were killed, found that the most probable cause of the accident was the stalling of the aeroplane and the consequent loss of control of it by the pilot.: [1644, 1217, 1875, 1279]
- churchill-paragraph: Since that day much that he foretold has come true. "We have fought with growing confidence and growing strength in the air" particularly, and so effective has that campaign been that it has probably altered the whole course of the war as far as Hitler's plans are concerned. Mr Churchill does not believe that the winter will bring complete relief from terroristic aerial bombing, or that the danger of an attempted invasion is past, but he does agree that if the invasion comes in the future it will have less chance of success than it would have had in the months that have gone. Of the spirit of the British people towards him he says: "One would have thought that I had brought them some great benefit instead of blood, tears and sweat. On every side they say, 'We can take it!'" That is characteristic and admirable.: [495, 886, 902, 998]
- personal-item: Dr. G. W. Gower, of Hamilton, left last night for Wellington.: [913, 963, 1148, 987]
- professional-heading: PROFESSIONAL NOTICE: [62, 897, 189, 907]
- meat-subheading: SETTLEMENT SHORTLY: [1696, 804, 1823, 815]
- air-heading: AIR TRAGEDY: [1699, 1139, 1820, 1157]
- tide-am: 5.43: [127, 778, 143, 788]
- page-title: THE WAIKATO TIMES, FRIDAY, OCTOBER 11, 1940: [729, 7, 1156, 26]
- exhaustion-dateline: WELLINGTON, Friday.: [1717, 156, 1802, 165]
- hands-paragraph: After congratulating the company on its strong financial position and expressing the buoyant state of its liquid assets Mr D. Hay stated that he knew of no other company in the British Empire in such a sound position. He was pleased to see the strong objection to the heavy taxation coming from such an influential source, as it was about time the Government realised that businesses could not stand any more. They had reached saturation point as far as taxation was concerned.: [1406, 477, 1633, 602]
- dentist-heading: DENTIST: [102, 1160, 149, 1170]
- weather-intro: The following local observations on the weather are supplied by Mr Hugh Budd, of Messrs Balfour, Irvine and Webster, Ltd., Hamilton:: [13, 335, 238, 365]
- column-ballot: [1159, 43, 1395, 1960]
- sunrise: 5.41: [131, 713, 148, 723]
- coast-dateline: GREYMOUTH, Thursday.: [1230, 1301, 1324, 1310]
